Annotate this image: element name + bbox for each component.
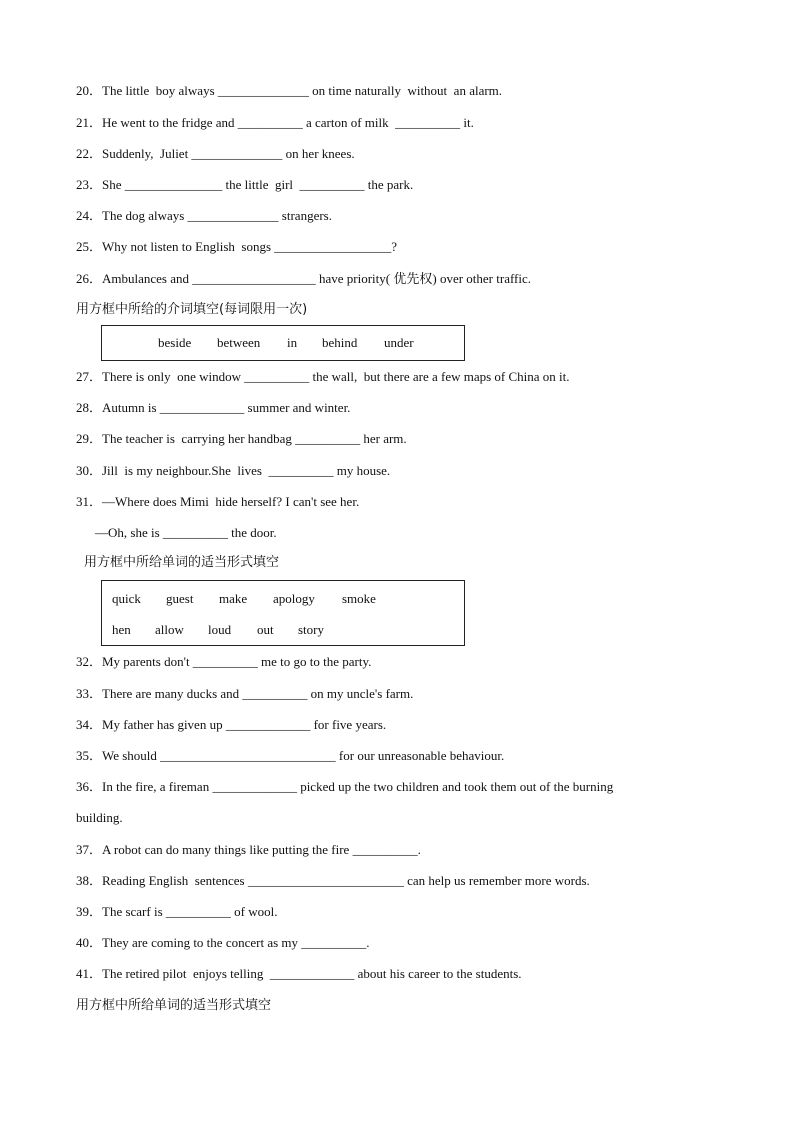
question-22: 22．Suddenly, Juliet ______________ on her knees. xyxy=(76,146,355,161)
question-34: 34．My father has given up _____________ for five years. xyxy=(76,717,387,732)
box-word: guest xyxy=(166,591,194,606)
box-word: between xyxy=(217,335,261,350)
box-word: in xyxy=(287,335,298,350)
question-40: 40．They are coming to the concert as my __________. xyxy=(76,935,370,950)
box-word: story xyxy=(298,622,324,637)
question-31-reply: —Oh, she is __________ the door. xyxy=(95,525,277,540)
question-30: 30．Jill is my neighbour.She lives __________ my house. xyxy=(76,463,391,478)
question-36: 36．In the fire, a fireman _____________ picked up the two children and took them out of the burning xyxy=(76,779,614,794)
box-word: make xyxy=(219,591,248,606)
box-word: hen xyxy=(112,622,131,637)
box-word: quick xyxy=(112,591,141,606)
question-35: 35．We should ___________________________ for our unreasonable behaviour. xyxy=(76,748,505,763)
section-heading-prepositions: 用方框中所给的介词填空(每词限用一次) xyxy=(76,302,308,317)
question-26: 26．Ambulances and ___________________ have priority( 优先权) over other traffic. xyxy=(76,271,532,286)
section-heading-word-forms: 用方框中所给单词的适当形式填空 xyxy=(84,555,280,570)
box-word: loud xyxy=(208,622,232,637)
question-32: 32．My parents don't __________ me to go to the party. xyxy=(76,654,372,669)
question-23: 23．She _______________ the little girl __________ the park. xyxy=(76,177,414,192)
question-41: 41．The retired pilot enjoys telling _____________ about his career to the students. xyxy=(76,966,522,981)
box-word: smoke xyxy=(342,591,376,606)
question-29: 29．The teacher is carrying her handbag __________ her arm. xyxy=(76,431,407,446)
question-36-continued: building. xyxy=(76,810,123,825)
question-24: 24．The dog always ______________ strangers. xyxy=(76,208,332,223)
box-word: apology xyxy=(273,591,315,606)
box-word: behind xyxy=(322,335,358,350)
box-word: out xyxy=(257,622,274,637)
question-37: 37．A robot can do many things like putting the fire __________. xyxy=(76,842,421,857)
question-38: 38．Reading English sentences ________________________ can help us remember more words. xyxy=(76,873,590,888)
question-39: 39．The scarf is __________ of wool. xyxy=(76,904,278,919)
question-33: 33．There are many ducks and __________ on my uncle's farm. xyxy=(76,686,414,701)
question-27: 27．There is only one window __________ the wall, but there are a few maps of China on it. xyxy=(76,369,570,384)
word-box-prepositions xyxy=(101,325,465,361)
question-21: 21．He went to the fridge and __________ a carton of milk __________ it. xyxy=(76,115,474,130)
box-word: beside xyxy=(158,335,192,350)
box-word: allow xyxy=(155,622,184,637)
word-box-word-forms xyxy=(101,580,465,646)
box-word: under xyxy=(384,335,414,350)
question-25: 25．Why not listen to English songs __________________? xyxy=(76,239,398,254)
question-20: 20．The little boy always ______________ on time naturally without an alarm. xyxy=(76,83,503,98)
question-31: 31．—Where does Mimi hide herself? I can't see her. xyxy=(76,494,360,509)
section-heading-word-forms-2: 用方框中所给单词的适当形式填空 xyxy=(76,998,272,1013)
question-28: 28．Autumn is _____________ summer and winter. xyxy=(76,400,351,415)
